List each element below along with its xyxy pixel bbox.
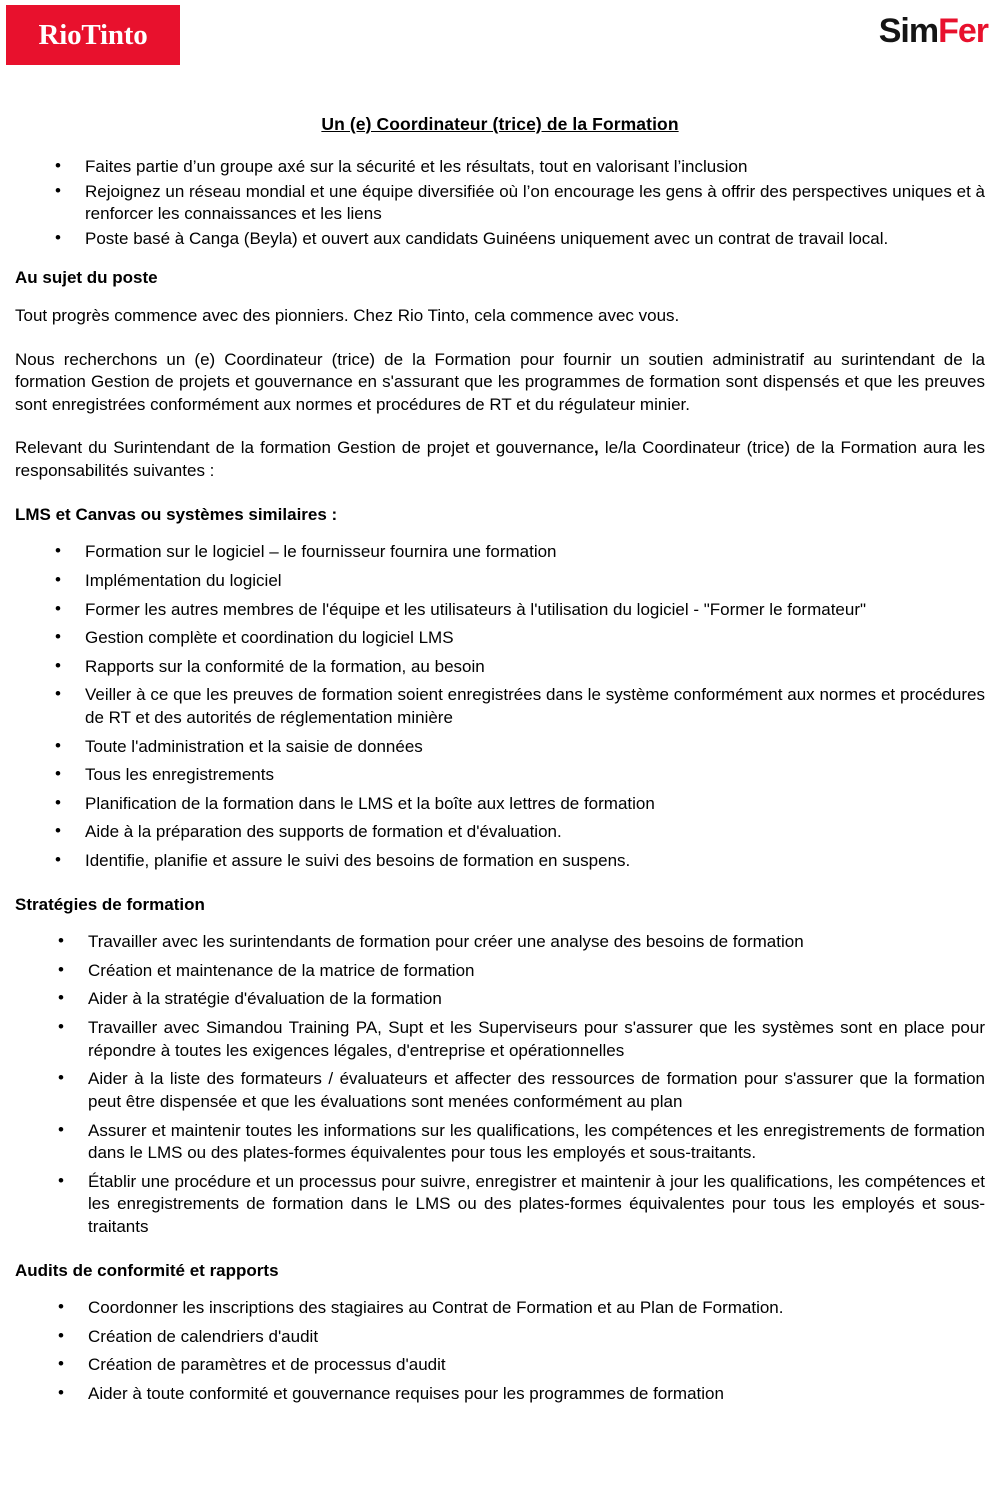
- list-item: • Former les autres membres de l'équipe et les utilisateurs à l'utilisation du logiciel - "Former le formateur": [15, 599, 985, 622]
- list-item: • Création de calendriers d'audit: [15, 1326, 985, 1349]
- list-item: • Rejoignez un réseau mondial et une équipe diversifiée où l’on encourage les gens à offrir des perspectives uniques et à renforcer les connaissances et les liens: [15, 181, 985, 226]
- list-item: • Assurer et maintenir toutes les informations sur les qualifications, les compétences et les enregistrements de formation dans le LMS ou des plates-formes équivalentes pour tous les employés et sous-traitants.: [15, 1120, 985, 1165]
- list-item: • Création et maintenance de la matrice de formation: [15, 960, 985, 983]
- list-item: • Planification de la formation dans le LMS et la boîte aux lettres de formation: [15, 793, 985, 816]
- about-paragraph-3-part2: le/la Coordinateur (trice) de la Formation aura les responsabilités suivantes :: [15, 438, 985, 481]
- list-item: • Tous les enregistrements: [15, 764, 985, 787]
- about-paragraph-2: Nous recherchons un (e) Coordinateur (trice) de la Formation pour fournir un soutien administratif au surintendant de la formation Gestion de projets et gouvernance en s'assurant que les programmes de formation sont dispensés et que les preuves sont enregistrées conformément aux normes et procédures de RT et du régulateur minier.: [15, 349, 985, 414]
- about-paragraph-3: [15, 437, 985, 482]
- list-item: • Aider à toute conformité et gouvernance requises pour les programmes de formation: [15, 1383, 985, 1406]
- page-title: Un (e) Coordinateur (trice) de la Formation: [321, 114, 679, 134]
- section-heading-strategies-de-formation: Stratégies de formation: [15, 894, 205, 914]
- section-heading-lms-et-canvas: LMS et Canvas ou systèmes similaires :: [15, 504, 338, 524]
- strategies-bullet-list: [15, 931, 985, 1238]
- document-content: [0, 114, 1000, 1406]
- list-item: • Aider à la liste des formateurs / évaluateurs et affecter des ressources de formation pour s'assurer que la formation peut être dispensée et que les évaluations sont menées conformément au plan: [15, 1068, 985, 1113]
- list-item: • Aider à la stratégie d'évaluation de la formation: [15, 988, 985, 1011]
- list-item: • Établir une procédure et un processus pour suivre, enregistrer et maintenir à jour les qualifications, les compétences et les enregistrements de formation dans le LMS ou des plates-formes équivalentes pour tous les employés et sous-traitants: [15, 1171, 985, 1239]
- section-heading-audits-de-conformite: Audits de conformité et rapports: [15, 1260, 279, 1280]
- list-item: • Identifie, planifie et assure le suivi des besoins de formation en suspens.: [15, 850, 985, 873]
- simfer-logo-sim: Sim: [878, 12, 939, 50]
- rio-tinto-logo: [6, 5, 180, 65]
- about-paragraph-3-comma: ,: [594, 438, 599, 458]
- section-heading-au-sujet-du-poste: Au sujet du poste: [15, 268, 158, 288]
- list-item: • Travailler avec les surintendants de formation pour créer une analyse des besoins de formation: [15, 931, 985, 954]
- list-item: • Implémentation du logiciel: [15, 570, 985, 593]
- simfer-logo: [879, 14, 988, 48]
- list-item: • Gestion complète et coordination du logiciel LMS: [15, 627, 985, 650]
- list-item: • Aide à la préparation des supports de formation et d'évaluation.: [15, 821, 985, 844]
- audits-bullet-list: [15, 1297, 985, 1405]
- list-item: • Rapports sur la conformité de la formation, au besoin: [15, 656, 985, 679]
- list-item: • Toute l'administration et la saisie de données: [15, 736, 985, 759]
- intro-bullet-list: [15, 156, 985, 250]
- list-item: • Travailler avec Simandou Training PA, Supt et les Superviseurs pour s'assurer que les systèmes sont en place pour répondre à toutes les exigences légales, d'entreprise et opérationnelles: [15, 1017, 985, 1062]
- list-item: • Veiller à ce que les preuves de formation soient enregistrées dans le système conformément aux normes et procédures de RT et des autorités de réglementation minière: [15, 684, 985, 729]
- about-paragraph-3-part1: Relevant du Surintendant de la formation Gestion de projet et gouvernance: [15, 438, 595, 458]
- list-item: • Poste basé à Canga (Beyla) et ouvert aux candidats Guinéens uniquement avec un contrat de travail local.: [15, 228, 985, 251]
- simfer-logo-fer: Fer: [938, 12, 988, 50]
- list-item: • Création de paramètres et de processus d'audit: [15, 1354, 985, 1377]
- rio-tinto-wordmark: RioTinto: [38, 18, 148, 51]
- lms-bullet-list: [15, 541, 985, 872]
- list-item: • Faites partie d’un groupe axé sur la sécurité et les résultats, tout en valorisant l’inclusion: [15, 156, 985, 179]
- list-item: • Formation sur le logiciel – le fournisseur fournira une formation: [15, 541, 985, 564]
- about-paragraph-1: Tout progrès commence avec des pionniers. Chez Rio Tinto, cela commence avec vous.: [15, 306, 680, 326]
- document-header: [0, 0, 1000, 70]
- list-item: • Coordonner les inscriptions des stagiaires au Contrat de Formation et au Plan de Formation.: [15, 1297, 985, 1320]
